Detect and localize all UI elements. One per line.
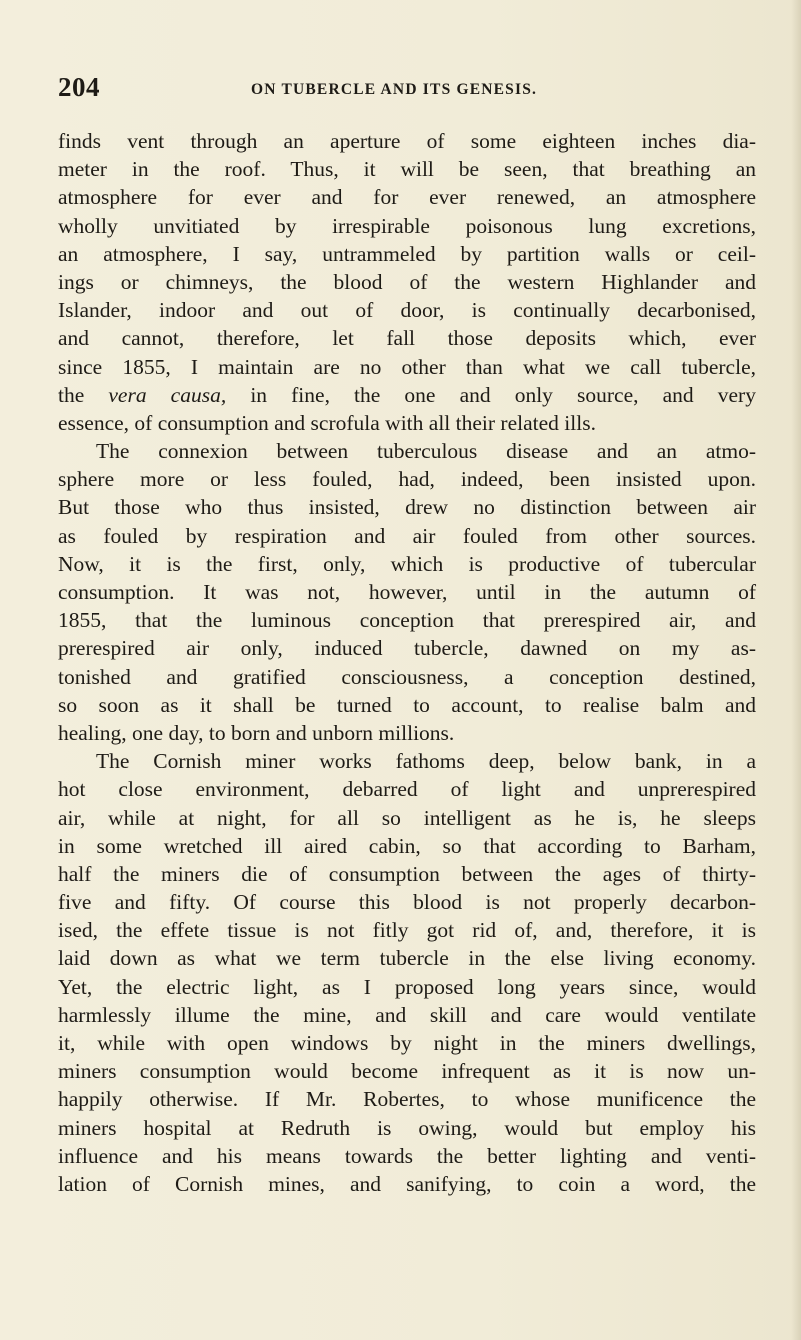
text-line: air, while at night, for all so intelligent as he is, he sleeps (58, 805, 756, 830)
text-line: laid down as what we term tubercle in the else living economy. (58, 946, 756, 971)
text-line: harmlessly illume the mine, and skill and care would ventilate (58, 1002, 756, 1027)
text-line: But those who thus insisted, drew no distinction between air (58, 495, 756, 520)
page-header (58, 72, 758, 112)
page-edge-shadow (791, 0, 801, 1340)
text-line: prerespired air only, induced tubercle, dawned on my as- (58, 636, 756, 661)
text-line: miners consumption would become infrequent as it is now un- (58, 1059, 756, 1084)
text-line: since 1855, I maintain are no other than what we call tubercle, (58, 354, 756, 379)
text-line: ings or chimneys, the blood of the western Highlander and (58, 269, 756, 294)
text-line: an atmosphere, I say, untrammeled by partition walls or ceil- (58, 241, 756, 266)
text-line: 1855, that the luminous conception that prerespired air, and (58, 608, 756, 633)
text-line: consumption. It was not, however, until in the autumn of (58, 580, 756, 604)
text-line: Yet, the electric light, as I proposed long years since, would (58, 974, 756, 999)
text-line: meter in the roof. Thus, it will be seen, that breathing an (58, 157, 756, 182)
text-line: tonished and gratified consciousness, a conception destined, (58, 664, 756, 689)
text-line: Now, it is the first, only, which is productive of tubercular (58, 551, 756, 576)
text-line: healing, one day, to born and unborn millions. (58, 720, 455, 745)
text-run: the (58, 382, 109, 407)
text-line: The connexion between tuberculous disease and an atmo- (96, 439, 756, 464)
text-line: five and fifty. Of course this blood is not properly decarbon- (58, 890, 756, 915)
running-head: ON TUBERCLE AND ITS GENESIS. (251, 81, 538, 98)
text-line: sphere more or less fouled, had, indeed, been insisted upon. (58, 467, 756, 492)
text-line: atmosphere for ever and for ever renewed, an atmosphere (58, 185, 756, 210)
text-line-with-italic (58, 381, 756, 409)
text-line: essence, of consumption and scrofula with all their related ills. (58, 410, 596, 435)
text-line: it, while with open windows by night in the miners dwellings, (58, 1031, 756, 1055)
text-line: as fouled by respiration and air fouled from other sources. (58, 523, 756, 548)
text-line: so soon as it shall be turned to account, to realise balm and (58, 692, 756, 717)
text-line: Islander, indoor and out of door, is continually decarbonised, (58, 298, 756, 323)
text-line: ised, the effete tissue is not fitly got rid of, and, therefore, it is (58, 918, 756, 943)
text-line: in some wretched ill aired cabin, so that according to Barham, (58, 833, 756, 858)
page-number: 204 (58, 72, 100, 102)
text-line: wholly unvitiated by irrespirable poisonous lung excretions, (58, 213, 756, 238)
text-line: and cannot, therefore, let fall those deposits which, ever (58, 326, 756, 351)
text-line: hot close environment, debarred of light and unprerespired (58, 777, 756, 802)
text-line: miners hospital at Redruth is owing, would but employ his (58, 1115, 756, 1140)
text-line: influence and his means towards the better lighting and venti- (58, 1143, 756, 1168)
text-line: finds vent through an aperture of some eighteen inches dia- (58, 129, 756, 153)
text-line: happily otherwise. If Mr. Robertes, to whose munificence the (58, 1087, 756, 1112)
text-run: in fine, the one and only source, and very (226, 382, 756, 407)
body-text (58, 127, 756, 1198)
text-line: The Cornish miner works fathoms deep, below bank, in a (96, 749, 756, 774)
italic-phrase: vera causa, (108, 382, 227, 407)
text-line: half the miners die of consumption between the ages of thirty- (58, 861, 756, 886)
text-line: lation of Cornish mines, and sanifying, to coin a word, the (58, 1171, 756, 1196)
